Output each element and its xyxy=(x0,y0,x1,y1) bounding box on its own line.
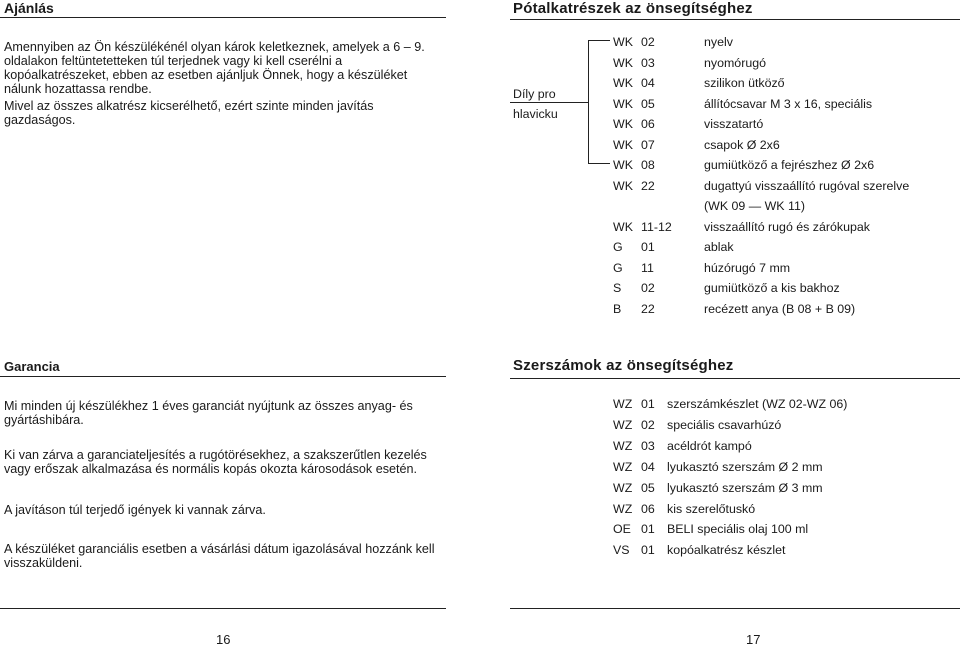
bracket-tick-top xyxy=(588,40,610,41)
warranty-paragraph-3: A javításon túl terjedő igények ki vannak zárva. xyxy=(4,503,266,517)
side-label-line-1: Díly pro xyxy=(513,87,556,101)
spare-part-row-description: gumiütköző a kis bakhoz xyxy=(704,281,840,295)
spare-part-row-code-number: 07 xyxy=(641,137,655,152)
tool-row-code-prefix: WZ xyxy=(613,438,633,453)
spare-parts-heading: Pótalkatrészek az önsegítséghez xyxy=(513,0,753,17)
spare-part-row-description: dugattyú visszaállító rugóval szerelve xyxy=(704,178,910,193)
tool-row-code-prefix: WZ xyxy=(613,480,633,495)
page-number-right: 17 xyxy=(746,632,761,647)
tool-row-code-number: 04 xyxy=(641,459,655,474)
spare-part-row-description: állítócsavar M 3 x 16, speciális xyxy=(704,96,873,111)
tool-row-description: szerszámkészlet (WZ 02-WZ 06) xyxy=(667,397,848,411)
spare-parts-side-label xyxy=(513,84,558,124)
spare-part-row-description: nyelv xyxy=(704,35,733,49)
spare-part-row-code-number: 06 xyxy=(641,117,655,131)
tool-row-description: speciális csavarhúzó xyxy=(667,417,782,432)
warranty-paragraph-2: Ki van zárva a garanciateljesítés a rugótörésekhez, a szakszerűtlen kezelés vagy erőszak alkalmazása és normális kopás okozta károsodások esetén. xyxy=(4,448,427,476)
tool-row-code-number: 01 xyxy=(641,543,655,558)
spare-part-row-description: csapok Ø 2x6 xyxy=(704,137,780,152)
tool-row-code-prefix: WZ xyxy=(613,459,633,474)
tool-row-code-prefix: WZ xyxy=(613,501,633,516)
tool-row-description: acéldrót kampó xyxy=(667,438,752,453)
spare-part-row-code-number: 03 xyxy=(641,55,655,70)
tool-row-code-number: 01 xyxy=(641,522,655,537)
tool-row-code-number: 05 xyxy=(641,480,655,495)
page-number-left: 16 xyxy=(216,632,231,647)
warranty-heading: Garancia xyxy=(4,359,60,374)
tool-row-code-prefix: OE xyxy=(613,522,631,537)
spare-part-row-code-number: 02 xyxy=(641,35,655,49)
spare-part-row-description: recézett anya (B 08 + B 09) xyxy=(704,301,856,316)
spare-part-row-code-number: 01 xyxy=(641,240,655,254)
spare-part-row-code-number: 22 xyxy=(641,178,655,193)
recommendation-heading-rule xyxy=(0,17,446,18)
tool-row-code-number: 06 xyxy=(641,501,655,516)
tools-heading: Szerszámok az önsegítséghez xyxy=(513,357,734,374)
tool-row-code-number: 01 xyxy=(641,397,655,411)
bracket-tick-bottom xyxy=(588,163,610,164)
side-label-line-2: hlavicku xyxy=(513,107,558,121)
spare-part-row-code-prefix: WK xyxy=(613,219,633,234)
recommendation-paragraph-1: Amennyiben az Ön készülékénél olyan károk keletkeznek, amelyek a 6 – 9. oldalakon feltüntetetteken túl terjednek vagy ki kell cserélni a kopóalkatrészeket, ebben az esetben ajánljuk Önnek, hogy a készüléket nálunk hozattassa rendbe. xyxy=(4,40,425,96)
spare-part-row-code-number: 05 xyxy=(641,96,655,111)
spare-part-row-code-prefix: WK xyxy=(613,158,633,172)
tool-row-description: lyukasztó szerszám Ø 3 mm xyxy=(667,480,823,495)
recommendation-heading: Ajánlás xyxy=(4,0,54,16)
spare-part-row-code-prefix: WK xyxy=(613,96,633,111)
spare-part-row-code-number: 11 xyxy=(641,260,654,275)
spare-part-row-code-number: 08 xyxy=(641,158,655,172)
spare-part-row-description: visszatartó xyxy=(704,117,764,131)
spare-part-row-code-number: 02 xyxy=(641,281,655,295)
spare-part-row-description: nyomórugó xyxy=(704,55,766,70)
warranty-paragraph-1: Mi minden új készülékhez 1 éves garanciát nyújtunk az összes anyag- és gyártáshibára. xyxy=(4,399,413,427)
tool-row-description: lyukasztó szerszám Ø 2 mm xyxy=(667,459,823,474)
spare-part-row-code-number: 11-12 xyxy=(641,219,672,234)
tool-row-description: kopóalkatrész készlet xyxy=(667,543,786,558)
spare-part-row-code-prefix: WK xyxy=(613,35,633,49)
spare-part-row-code-number: 04 xyxy=(641,76,655,90)
spare-part-row-description: ablak xyxy=(704,240,734,254)
tool-row-description: BELI speciális olaj 100 ml xyxy=(667,522,809,537)
spare-part-row-code-prefix: WK xyxy=(613,55,633,70)
tool-row-code-prefix: WZ xyxy=(613,417,633,432)
spare-parts-heading-rule xyxy=(510,19,960,20)
tools-heading-rule xyxy=(510,378,960,379)
tool-row-code-number: 03 xyxy=(641,438,655,453)
spare-part-row-code-prefix: G xyxy=(613,240,623,254)
tool-row-code-number: 02 xyxy=(641,417,655,432)
spare-part-row-code-prefix: WK xyxy=(613,76,633,90)
spare-part-row-description: (WK 09 — WK 11) xyxy=(704,199,805,213)
footer-rule-left xyxy=(0,608,446,609)
spare-part-row-code-prefix: WK xyxy=(613,178,633,193)
spare-part-row-code-prefix: WK xyxy=(613,117,633,131)
parts-bracket xyxy=(588,40,589,163)
spare-part-row-description: gumiütköző a fejrészhez Ø 2x6 xyxy=(704,158,875,172)
spare-part-row-code-number: 22 xyxy=(641,301,655,316)
spare-part-row-code-prefix: S xyxy=(613,281,622,295)
spare-part-row-description: szilikon ütköző xyxy=(704,76,785,90)
warranty-paragraph-4: A készüléket garanciális esetben a vásárlási dátum igazolásával hozzánk kell visszaküldeni. xyxy=(4,542,435,570)
spare-part-row-description: húzórugó 7 mm xyxy=(704,260,791,275)
tool-row-description: kis szerelőtuskó xyxy=(667,501,756,516)
spare-part-row-description: visszaállító rugó és zárókupak xyxy=(704,219,870,234)
side-label-connector xyxy=(510,102,588,103)
spare-part-row-code-prefix: WK xyxy=(613,137,633,152)
tool-row-code-prefix: VS xyxy=(613,543,630,558)
spare-part-row-code-prefix: B xyxy=(613,301,622,316)
recommendation-paragraph-2: Mivel az összes alkatrész kicserélhető, ezért szinte minden javítás gazdaságos. xyxy=(4,99,374,127)
tool-row-code-prefix: WZ xyxy=(613,397,633,411)
warranty-heading-rule xyxy=(0,376,446,377)
spare-part-row-code-prefix: G xyxy=(613,260,623,275)
footer-rule-right xyxy=(510,608,960,609)
